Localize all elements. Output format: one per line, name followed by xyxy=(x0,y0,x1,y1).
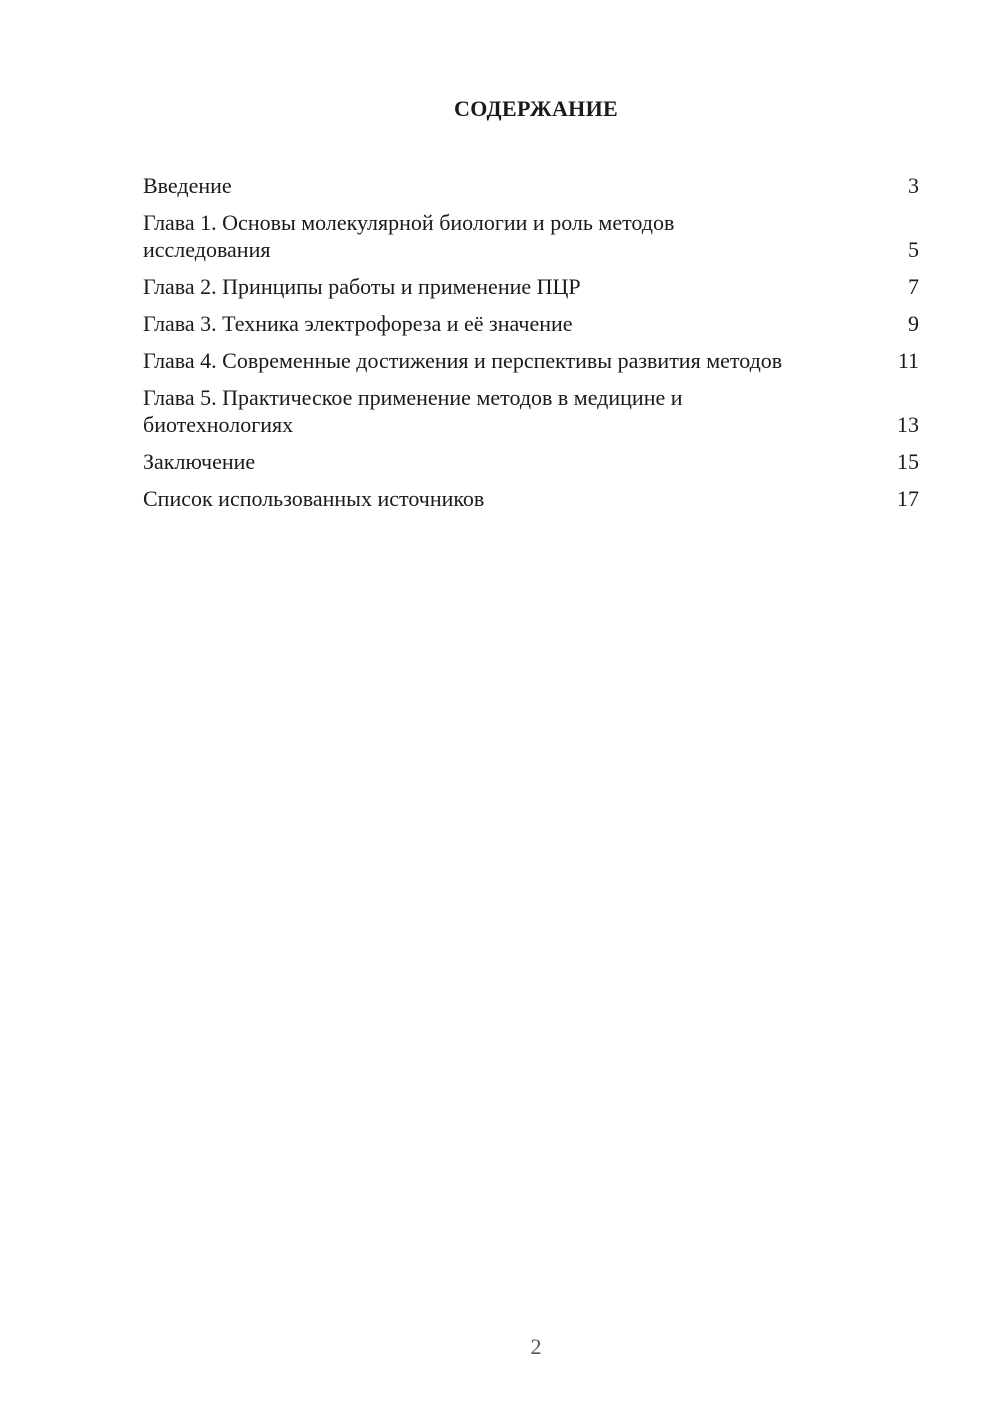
toc-entry-page: 13 xyxy=(897,412,919,437)
toc-entry-page: 7 xyxy=(908,274,919,299)
toc-entry-text: Введение xyxy=(143,173,232,198)
toc-entry-text: Глава 4. Современные достижения и перспективы развития методов xyxy=(143,348,783,373)
toc-entry-text: Глава 3. Техника электрофореза и её значение xyxy=(143,311,573,336)
toc-entry-conclusion xyxy=(143,448,919,475)
toc-entry-text: Заключение xyxy=(143,449,256,474)
page-number: 2 xyxy=(530,1334,542,1359)
toc-entry-page: 3 xyxy=(908,173,919,198)
toc-entry-chapter-5 xyxy=(143,384,919,438)
toc-entry-chapter-4 xyxy=(143,347,919,374)
toc-entry-text: Глава 5. Практическое применение методов в медицине и биотехнологиях xyxy=(143,385,683,437)
toc-entry-chapter-1 xyxy=(143,209,919,263)
toc-entry-page: 17 xyxy=(897,486,919,511)
toc-entry-page: 9 xyxy=(908,311,919,336)
toc-entry-text: Глава 1. Основы молекулярной биологии и роль методов исследования xyxy=(143,210,675,262)
toc-entry-chapter-2 xyxy=(143,273,919,300)
toc-entry-page: 15 xyxy=(897,449,919,474)
toc-entry-page: 5 xyxy=(908,237,919,262)
toc-entry-page: 11 xyxy=(897,348,919,373)
toc-title: СОДЕРЖАНИЕ xyxy=(454,96,618,121)
toc-entry-text: Список использованных источников xyxy=(143,486,485,511)
toc-entry-references xyxy=(143,485,919,512)
toc-entry-introduction xyxy=(143,172,919,199)
toc-entry-text: Глава 2. Принципы работы и применение ПЦР xyxy=(143,274,581,299)
table-of-contents xyxy=(143,172,919,522)
toc-entry-chapter-3 xyxy=(143,310,919,337)
